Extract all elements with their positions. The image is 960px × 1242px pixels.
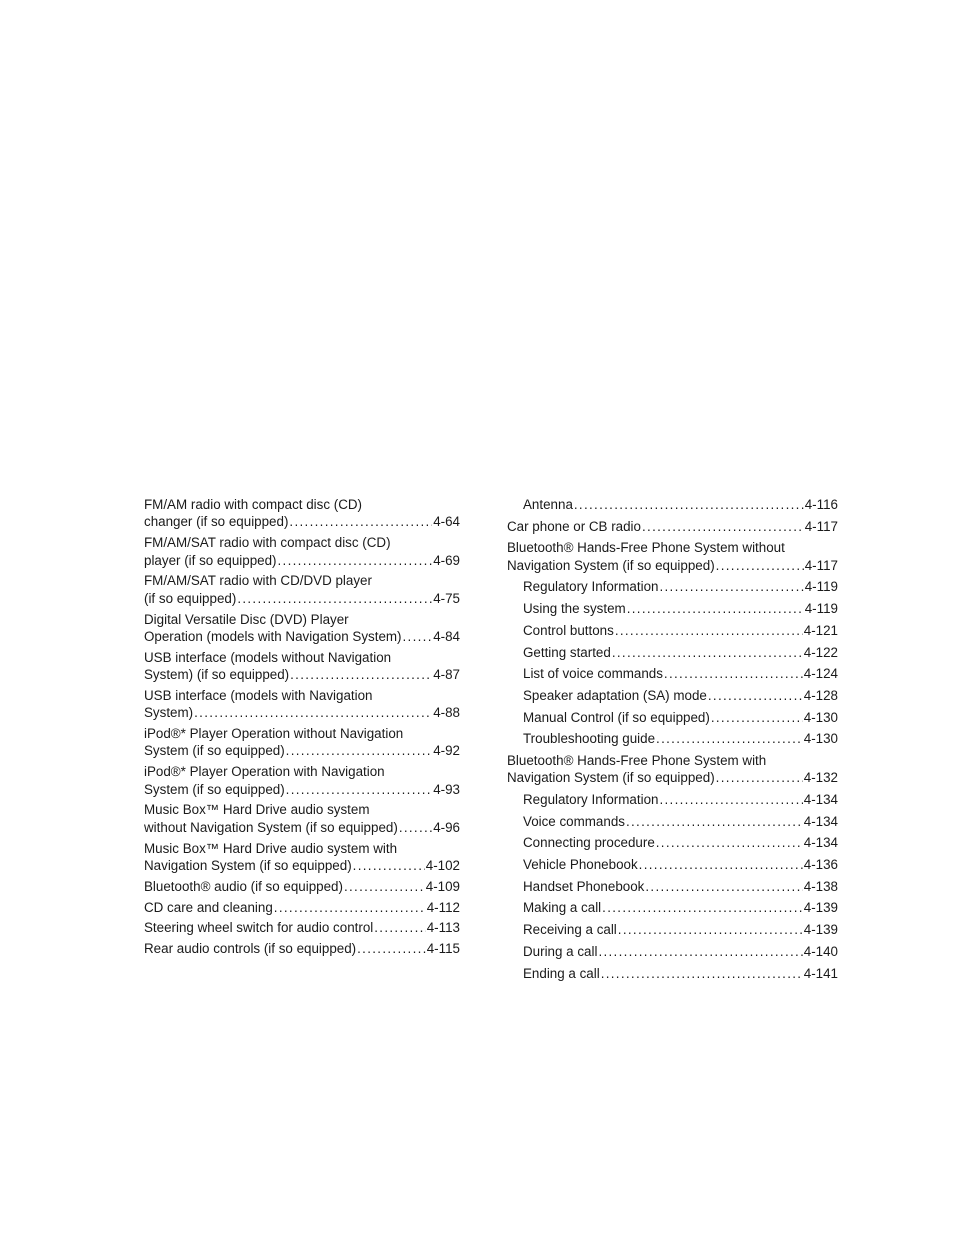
toc-page-number: 4-119 — [804, 579, 838, 595]
toc-entry[interactable] — [144, 840, 460, 875]
dot-leader — [656, 730, 803, 747]
toc-entry[interactable] — [144, 496, 460, 531]
dot-leader — [286, 742, 433, 759]
toc-entry[interactable] — [507, 856, 838, 873]
toc-entry-title: Control buttons — [523, 622, 614, 638]
toc-entry-title: Receiving a call — [523, 922, 617, 938]
dot-leader — [656, 834, 803, 851]
toc-page-number: 4-121 — [803, 622, 838, 638]
toc-entry[interactable] — [507, 921, 838, 938]
toc-entry-title: Navigation System (if so equipped) — [507, 557, 715, 573]
dot-leader — [374, 919, 425, 936]
toc-right-column — [507, 496, 838, 982]
toc-entry-title: System) (if so equipped) — [144, 667, 290, 683]
toc-entry[interactable] — [144, 878, 460, 895]
toc-page-number: 4-124 — [803, 666, 838, 682]
toc-entry-title: Antenna — [523, 497, 573, 512]
toc-entry-title-line: Bluetooth® Hands-Free Phone System without — [507, 540, 785, 556]
toc-page-number: 4-134 — [803, 813, 838, 829]
toc-entry-title: Navigation System (if so equipped) — [507, 770, 715, 786]
dot-leader — [627, 600, 804, 617]
toc-entry[interactable] — [507, 965, 838, 982]
toc-entry[interactable] — [144, 611, 460, 646]
toc-page-number: 4-64 — [433, 514, 460, 530]
toc-entry[interactable] — [507, 600, 838, 617]
toc-entry[interactable] — [144, 919, 460, 936]
toc-page-number: 4-134 — [803, 792, 838, 808]
toc-page-number: 4-92 — [433, 743, 460, 759]
toc-entry[interactable] — [507, 899, 838, 916]
toc-entry-title: Steering wheel switch for audio control — [144, 920, 374, 936]
dot-leader — [626, 813, 803, 830]
toc-entry-title: System) — [144, 705, 194, 721]
dot-leader — [601, 965, 803, 982]
toc-entry[interactable] — [507, 622, 838, 639]
toc-page-number: 4-119 — [804, 601, 838, 617]
dot-leader — [659, 791, 802, 808]
dot-leader — [574, 496, 804, 513]
toc-page-number: 4-96 — [433, 819, 460, 835]
toc-entry[interactable] — [507, 834, 838, 851]
toc-entry[interactable] — [144, 763, 460, 798]
toc-entry[interactable] — [144, 725, 460, 760]
dot-leader — [615, 622, 803, 639]
toc-page-number: 4-139 — [803, 922, 838, 938]
dot-leader — [286, 781, 433, 798]
toc-entry-title: Getting started — [523, 644, 611, 660]
toc-entry-title: Operation (models with Navigation System) — [144, 628, 402, 644]
toc-entry-title-line: FM/AM/SAT radio with CD/DVD player — [144, 573, 372, 589]
toc-entry[interactable] — [144, 801, 460, 836]
toc-entry-title: Bluetooth® audio (if so equipped) — [144, 878, 343, 894]
dot-leader — [664, 665, 803, 682]
toc-page-number: 4-116 — [804, 497, 838, 512]
toc-left-column — [144, 496, 460, 957]
toc-page-number: 4-109 — [425, 878, 460, 894]
toc-entry-title: Connecting procedure — [523, 835, 655, 851]
toc-entry-title-line: Bluetooth® Hands-Free Phone System with — [507, 752, 767, 768]
dot-leader — [716, 557, 804, 574]
toc-entry-title: Ending a call — [523, 965, 600, 981]
toc-page-number: 4-117 — [804, 518, 838, 534]
toc-page-number: 4-130 — [803, 709, 838, 725]
toc-entry-title: Voice commands — [523, 813, 625, 829]
toc-page-number: 4-84 — [433, 628, 460, 644]
dot-leader — [642, 518, 804, 535]
toc-entry-title: Handset Phonebook — [523, 878, 645, 894]
dot-leader — [403, 628, 433, 645]
toc-page-number: 4-141 — [803, 965, 838, 981]
toc-page-number: 4-75 — [433, 590, 460, 606]
dot-leader — [290, 666, 432, 683]
toc-entry[interactable] — [144, 687, 460, 722]
dot-leader — [194, 704, 432, 721]
toc-entry-title: Vehicle Phonebook — [523, 857, 638, 873]
toc-page-number: 4-88 — [433, 705, 460, 721]
toc-page-number: 4-138 — [803, 878, 838, 894]
toc-entry[interactable] — [507, 687, 838, 704]
toc-page-number: 4-132 — [803, 770, 838, 786]
toc-page-number: 4-112 — [426, 899, 460, 915]
toc-entry-title: Car phone or CB radio — [507, 518, 641, 534]
toc-entry[interactable] — [507, 709, 838, 726]
dot-leader — [711, 709, 803, 726]
toc-entry-title-line: iPod®* Player Operation without Navigation — [144, 726, 404, 742]
toc-entry[interactable] — [507, 791, 838, 808]
toc-entry-title: System (if so equipped) — [144, 743, 285, 759]
toc-entry[interactable] — [144, 899, 460, 916]
toc-entry[interactable] — [507, 813, 838, 830]
dot-leader — [237, 590, 432, 607]
dot-leader — [353, 857, 425, 874]
toc-page-number: 4-115 — [426, 941, 460, 957]
toc-entry[interactable] — [144, 572, 460, 607]
toc-entry-title-line: FM/AM radio with compact disc (CD) — [144, 497, 363, 512]
toc-entry-title: Speaker adaptation (SA) mode — [523, 687, 707, 703]
toc-page-number: 4-128 — [803, 687, 838, 703]
toc-entry-title-line: FM/AM/SAT radio with compact disc (CD) — [144, 535, 391, 551]
dot-leader — [289, 513, 432, 530]
toc-page-number: 4-140 — [803, 943, 838, 959]
dot-leader — [602, 899, 803, 916]
dot-leader — [708, 687, 803, 704]
toc-entry-title: without Navigation System (if so equipped) — [144, 819, 398, 835]
dot-leader — [278, 552, 433, 569]
toc-entry[interactable] — [507, 518, 838, 535]
toc-entry-title: Using the system — [523, 601, 626, 617]
toc-entry[interactable] — [507, 943, 838, 960]
toc-entry-title: Rear audio controls (if so equipped) — [144, 941, 357, 957]
dot-leader — [716, 769, 803, 786]
toc-entry-title: player (if so equipped) — [144, 552, 277, 568]
toc-entry-title: Navigation System (if so equipped) — [144, 857, 352, 873]
toc-entry-title-line: Music Box™ Hard Drive audio system — [144, 802, 370, 818]
toc-entry[interactable] — [144, 649, 460, 684]
dot-leader — [274, 899, 426, 916]
toc-entry-title: Troubleshooting guide — [523, 731, 656, 747]
toc-entry-title: System (if so equipped) — [144, 781, 285, 797]
toc-entry-title: Regulatory Information — [523, 792, 659, 808]
toc-page-number: 4-113 — [426, 920, 460, 936]
toc-entry-title: CD care and cleaning — [144, 899, 273, 915]
toc-entry-title: List of voice commands — [523, 666, 663, 682]
dot-leader — [399, 819, 432, 836]
toc-entry-title-line: USB interface (models without Navigation — [144, 649, 392, 665]
toc-entry[interactable] — [507, 730, 838, 747]
toc-page-number: 4-136 — [803, 857, 838, 873]
toc-entry-title-line: iPod®* Player Operation with Navigation — [144, 764, 385, 780]
toc-entry[interactable] — [507, 578, 838, 595]
toc-entry[interactable] — [507, 644, 838, 661]
toc-entry-title: changer (if so equipped) — [144, 514, 289, 530]
toc-entry[interactable] — [507, 496, 838, 513]
toc-entry-title: Making a call — [523, 900, 602, 916]
toc-entry-title: Manual Control (if so equipped) — [523, 709, 710, 725]
toc-page-number: 4-117 — [804, 557, 838, 573]
toc-page-number: 4-134 — [803, 835, 838, 851]
toc-entry[interactable] — [507, 752, 838, 787]
toc-entry-title-line: Music Box™ Hard Drive audio system with — [144, 840, 398, 856]
dot-leader — [612, 644, 803, 661]
toc-page-number: 4-122 — [803, 644, 838, 660]
toc-entry[interactable] — [144, 534, 460, 569]
toc-page-number: 4-130 — [803, 731, 838, 747]
dot-leader — [598, 943, 802, 960]
toc-page-number: 4-139 — [803, 900, 838, 916]
toc-entry-title: Regulatory Information — [523, 579, 659, 595]
dot-leader — [618, 921, 803, 938]
toc-entry[interactable] — [507, 878, 838, 895]
dot-leader — [357, 940, 426, 957]
dot-leader — [645, 878, 802, 895]
toc-page-number: 4-87 — [433, 667, 460, 683]
toc-entry-title: (if so equipped) — [144, 590, 237, 606]
toc-page-number: 4-93 — [433, 781, 460, 797]
toc-entry[interactable] — [507, 665, 838, 682]
toc-entry-title-line: Digital Versatile Disc (DVD) Player — [144, 611, 349, 627]
dot-leader — [344, 878, 425, 895]
toc-entry[interactable] — [507, 539, 838, 574]
dot-leader — [659, 578, 803, 595]
toc-entry[interactable] — [144, 940, 460, 957]
toc-entry-title-line: USB interface (models with Navigation — [144, 687, 373, 703]
toc-page-number: 4-102 — [425, 857, 460, 873]
toc-page-number: 4-69 — [433, 552, 460, 568]
toc-entry-title: During a call — [523, 943, 598, 959]
dot-leader — [639, 856, 803, 873]
